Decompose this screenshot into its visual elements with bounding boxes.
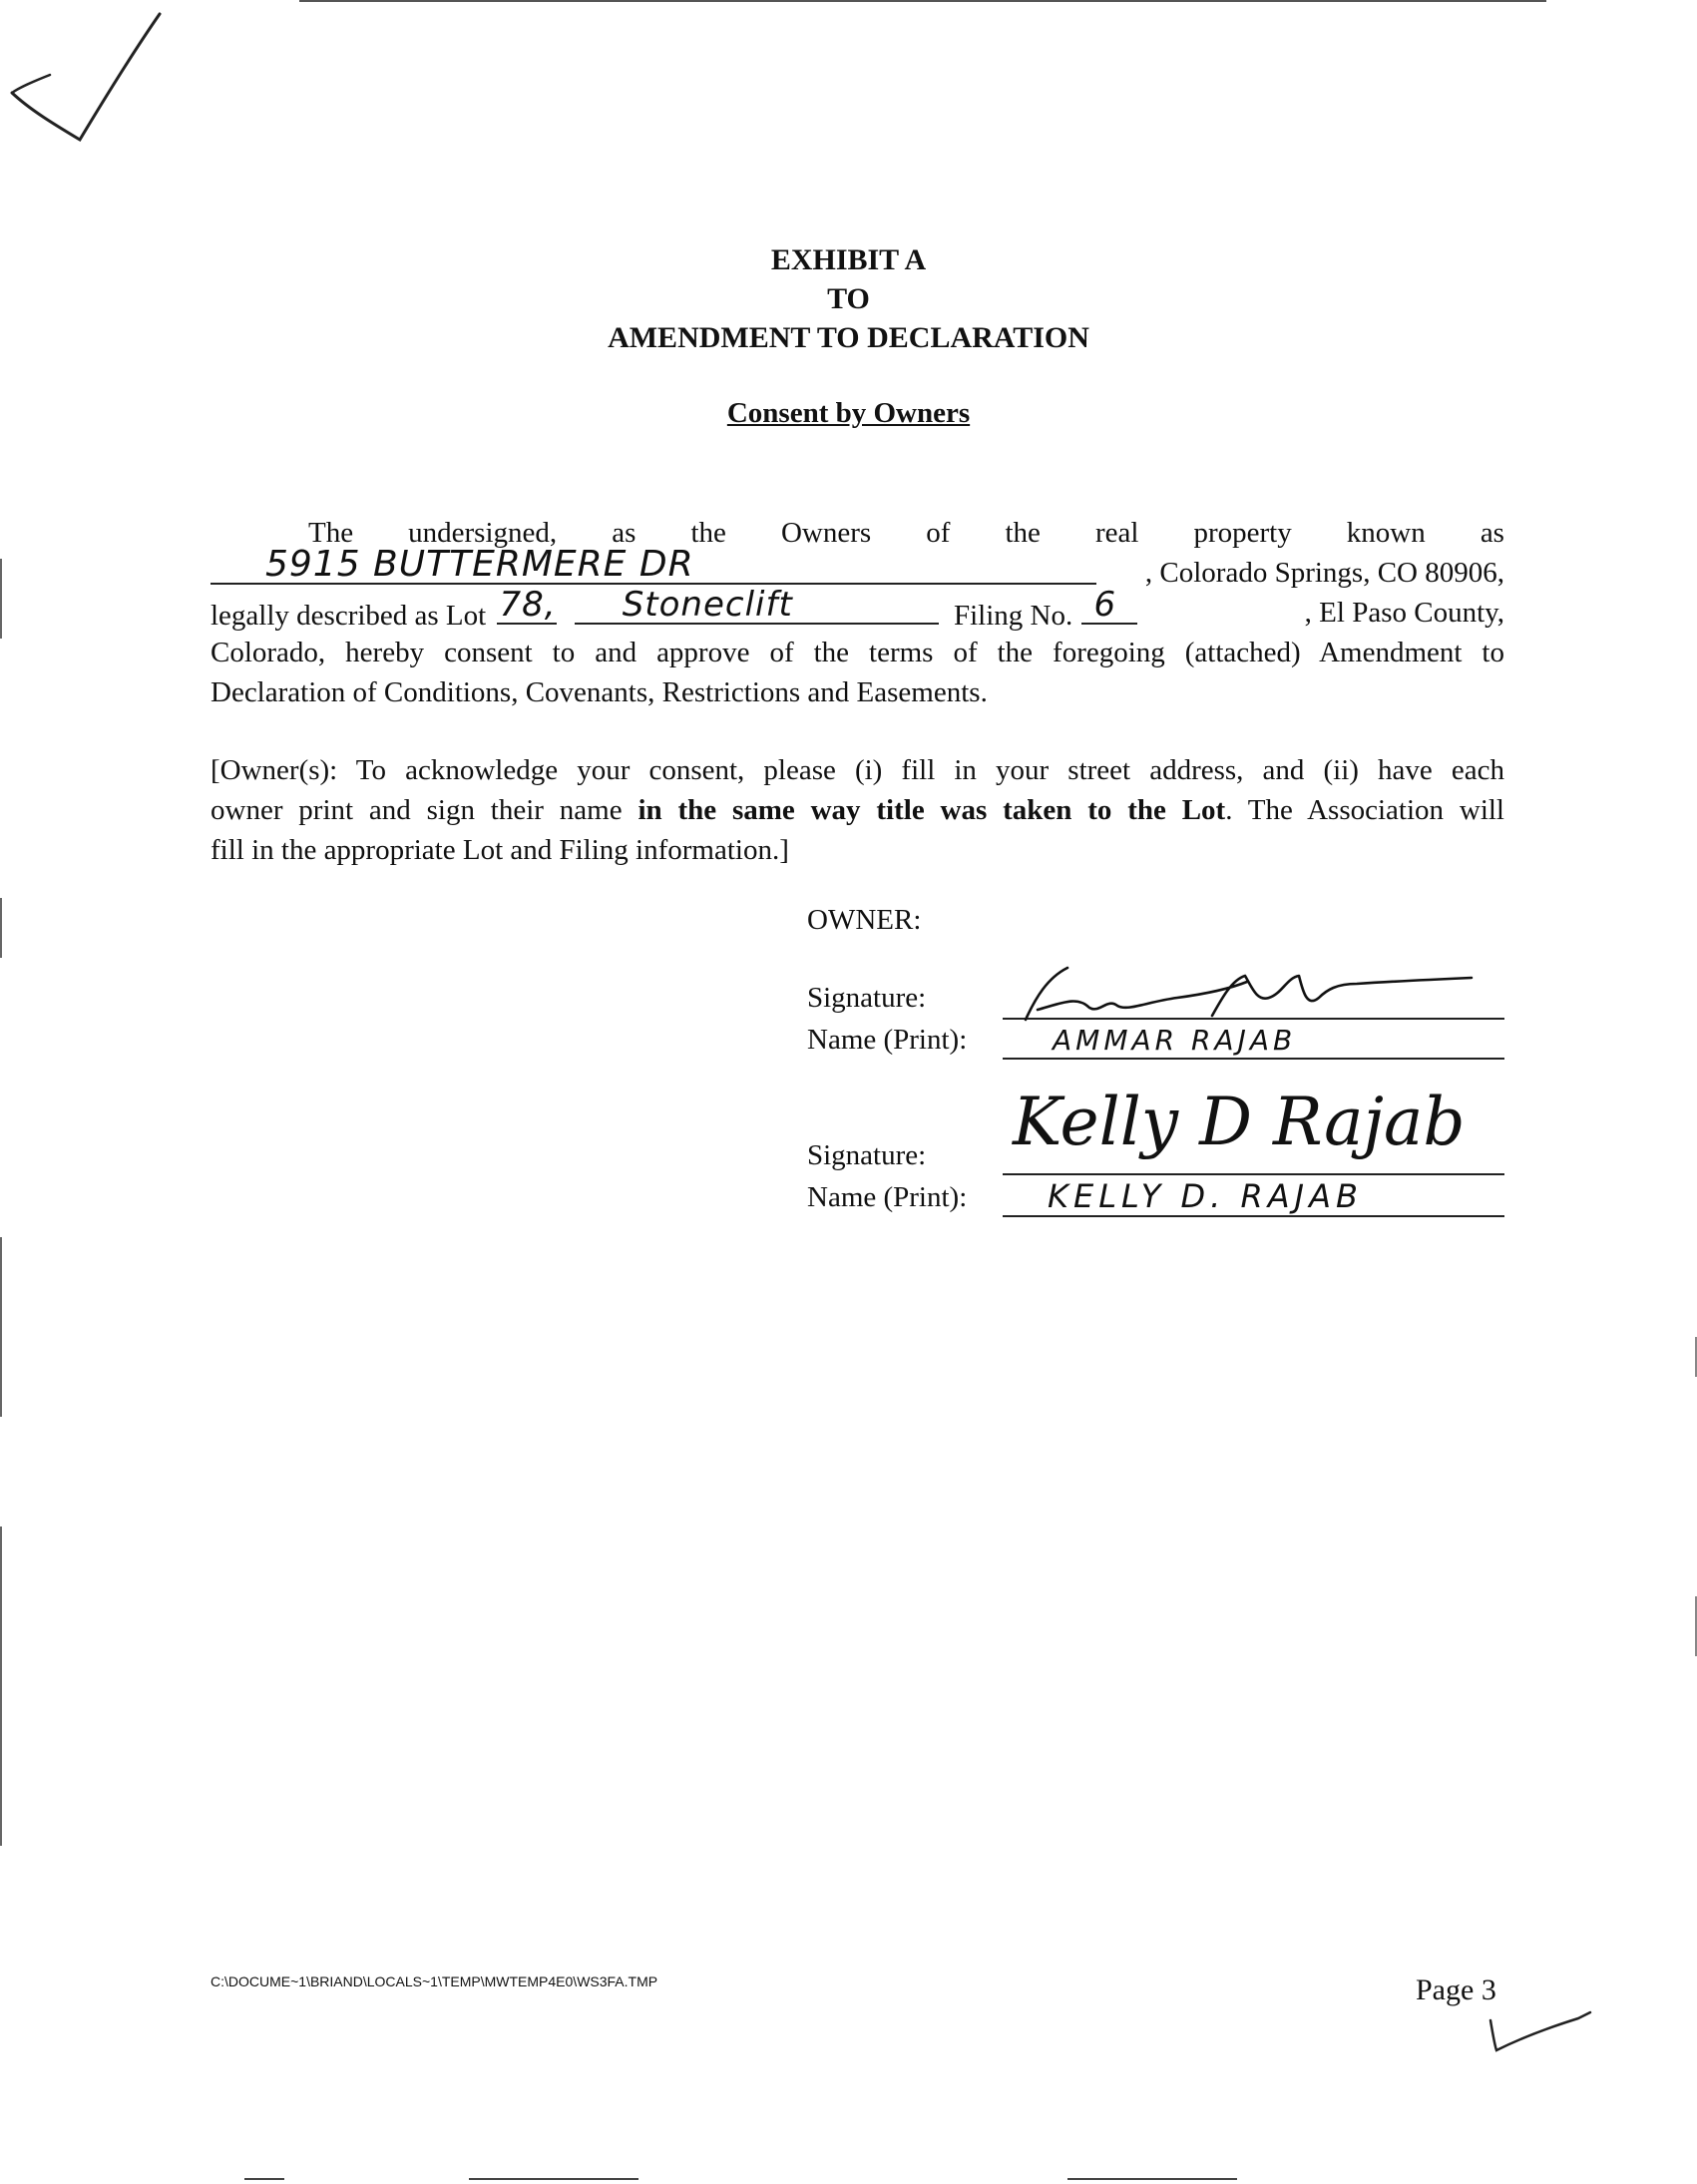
instructions-emphasis: in the same way title was taken to the Lot: [637, 794, 1226, 826]
subdivision-field[interactable]: [575, 585, 939, 625]
name-print-label-2: Name (Print):: [807, 1181, 968, 1213]
paragraph-line-3: [211, 585, 1504, 633]
signature-label-1: Signature:: [807, 982, 927, 1014]
scan-edge-bottom: [469, 2178, 638, 2180]
word: Owners: [780, 517, 872, 549]
street-address-field[interactable]: [211, 544, 1096, 585]
page-number: Page 3: [1416, 1973, 1496, 2006]
word: as: [1480, 517, 1504, 549]
signature-line-2[interactable]: [1003, 1173, 1504, 1175]
filing-label: Filing No.: [953, 600, 1073, 632]
word: undersigned,: [408, 517, 558, 549]
word: of: [926, 517, 951, 549]
word: property: [1193, 517, 1292, 549]
file-path: C:\DOCUME~1\BRIAND\LOCALS~1\TEMP\MWTEMP4E0\WS3FA.TMP: [211, 1973, 658, 1989]
county-text: , El Paso County,: [1304, 597, 1504, 629]
filing-number-value: 6: [1093, 585, 1117, 625]
street-address-value: 5915 BUTTERMERE DR: [265, 544, 694, 585]
instructions-line-3: fill in the appropriate Lot and Filing information.]: [211, 834, 789, 866]
paragraph-line-2: [211, 544, 1504, 593]
owner-label: OWNER:: [807, 904, 922, 936]
instructions-text: . The Association will: [1225, 794, 1504, 826]
instructions-line-1: [Owner(s): To acknowledge your consent, please (i) fill in your street address, and (ii) have each: [211, 754, 1504, 786]
scan-edge-left: [0, 898, 2, 958]
signature-label-2: Signature:: [807, 1139, 927, 1171]
filing-number-field[interactable]: [1081, 585, 1137, 625]
consent-heading: Consent by Owners: [726, 397, 971, 429]
word: the: [1005, 517, 1041, 549]
scan-edge-bottom: [244, 2178, 284, 2180]
word: The: [308, 517, 354, 549]
exhibit-title-to: TO: [827, 282, 870, 315]
scan-edge-left: [0, 559, 2, 639]
instructions-text: owner print and sign their name: [211, 794, 638, 826]
word: as: [612, 517, 636, 549]
word: real: [1094, 517, 1139, 549]
exhibit-subtitle: AMENDMENT TO DECLARATION: [608, 321, 1089, 354]
scan-edge-left: [0, 1527, 2, 1846]
handwritten-signature-1: [1008, 958, 1477, 1028]
scan-edge-left: [0, 1237, 2, 1417]
name-print-line-1[interactable]: [1003, 1058, 1504, 1060]
paragraph-line-5: Declaration of Conditions, Covenants, Restrictions and Easements.: [211, 676, 988, 708]
check-mark-icon: [0, 0, 170, 160]
lot-label: legally described as Lot: [211, 600, 487, 632]
word: known: [1346, 517, 1426, 549]
instructions-line-2: [211, 790, 1504, 830]
owner-2-printed-name: KELLY D. RAJAB: [1048, 1177, 1363, 1215]
scan-edge-bottom: [1067, 2178, 1237, 2180]
name-print-label-1: Name (Print):: [807, 1024, 968, 1056]
name-print-line-2[interactable]: [1003, 1215, 1504, 1217]
owner-2-signature: Kelly D Rajab: [1013, 1084, 1466, 1160]
exhibit-title: EXHIBIT A: [770, 243, 927, 276]
word: the: [690, 517, 726, 549]
instructions-paragraph: [211, 750, 1504, 870]
owner-1-printed-name: AMMAR RAJAB: [1053, 1024, 1297, 1057]
scan-edge-top: [299, 0, 1546, 4]
check-mark-icon: [1486, 2000, 1596, 2060]
lot-number-field[interactable]: [497, 585, 557, 625]
paragraph-line-4: Colorado, hereby consent to and approve of the terms of the foregoing (attached) Amendment to: [211, 637, 1504, 668]
subdivision-value: Stoneclift: [622, 585, 793, 625]
lot-number-value: 78,: [499, 585, 557, 625]
city-state-zip: , Colorado Springs, CO 80906,: [1144, 557, 1504, 589]
consent-paragraph: [211, 513, 1504, 712]
